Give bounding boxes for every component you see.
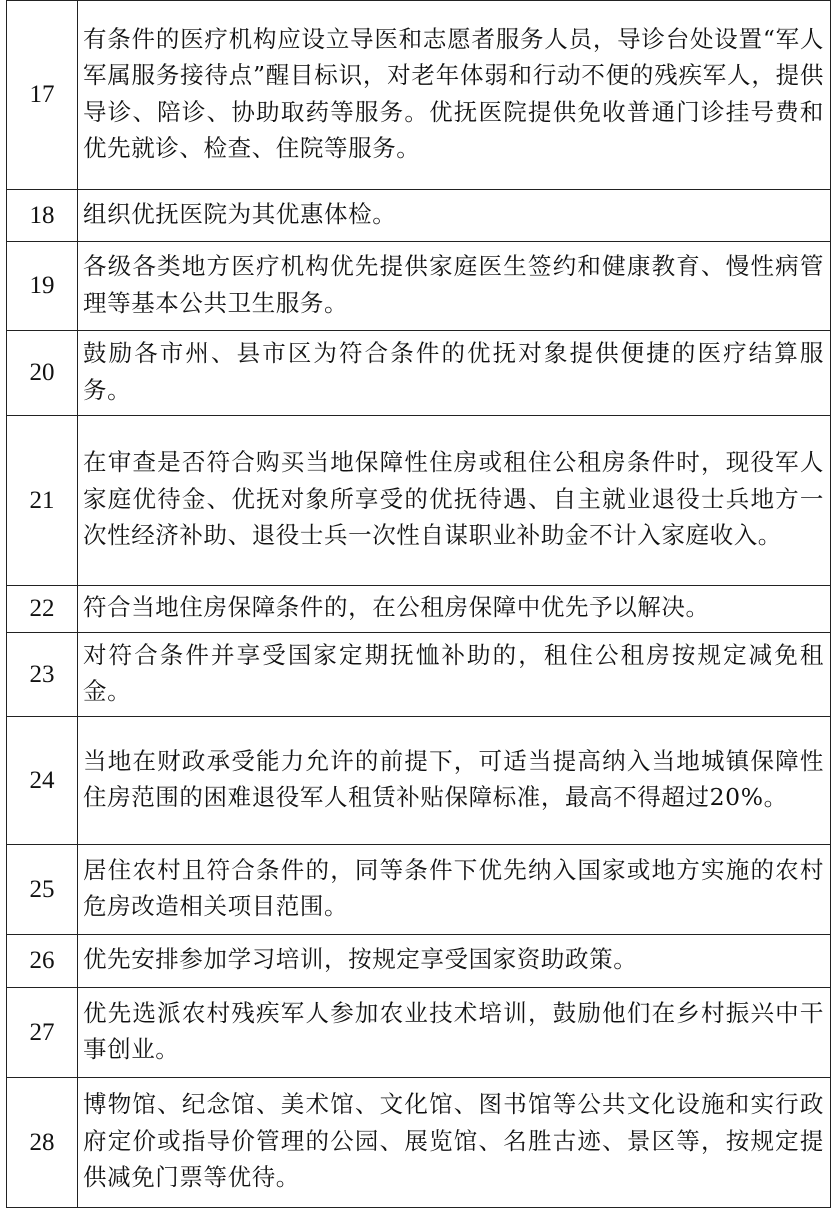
row-text: 组织优抚医院为其优惠体检。 <box>78 190 831 242</box>
table-row <box>7 717 831 845</box>
row-number: 21 <box>7 416 78 586</box>
row-text: 居住农村且符合条件的，同等条件下优先纳入国家或地方实施的农村危房改造相关项目范围。 <box>78 845 831 935</box>
row-number: 28 <box>7 1078 78 1208</box>
row-number: 25 <box>7 845 78 935</box>
row-number: 22 <box>7 586 78 633</box>
table-row <box>7 331 831 416</box>
table-row <box>7 190 831 242</box>
row-number: 24 <box>7 717 78 845</box>
row-text: 在审查是否符合购买当地保障性住房或租住公租房条件时，现役军人家庭优待金、优抚对象所享受的优抚待遇、自主就业退役士兵地方一次性经济补助、退役士兵一次性自谋职业补助金不计入家庭收入。 <box>78 416 831 586</box>
row-text: 符合当地住房保障条件的，在公租房保障中优先予以解决。 <box>78 586 831 633</box>
table-row <box>7 1 831 190</box>
row-number: 23 <box>7 633 78 717</box>
row-text: 鼓励各市州、县市区为符合条件的优抚对象提供便捷的医疗结算服务。 <box>78 331 831 416</box>
row-number: 26 <box>7 935 78 988</box>
row-text: 有条件的医疗机构应设立导医和志愿者服务人员，导诊台处设置“军人军属服务接待点”醒目标识，对老年体弱和行动不便的残疾军人，提供导诊、陪诊、协助取药等服务。优抚医院提供免收普通门诊挂号费和优先就诊、检查、住院等服务。 <box>78 1 831 190</box>
table-row <box>7 845 831 935</box>
row-number: 18 <box>7 190 78 242</box>
row-number: 20 <box>7 331 78 416</box>
row-text: 各级各类地方医疗机构优先提供家庭医生签约和健康教育、慢性病管理等基本公共卫生服务。 <box>78 242 831 331</box>
table-row <box>7 242 831 331</box>
row-text: 优先选派农村残疾军人参加农业技术培训，鼓励他们在乡村振兴中干事创业。 <box>78 988 831 1078</box>
row-text: 博物馆、纪念馆、美术馆、文化馆、图书馆等公共文化设施和实行政府定价或指导价管理的公园、展览馆、名胜古迹、景区等，按规定提供减免门票等优待。 <box>78 1078 831 1208</box>
row-text: 对符合条件并享受国家定期抚恤补助的，租住公租房按规定减免租金。 <box>78 633 831 717</box>
row-number: 17 <box>7 1 78 190</box>
table-row <box>7 586 831 633</box>
row-text: 优先安排参加学习培训，按规定享受国家资助政策。 <box>78 935 831 988</box>
table-row <box>7 416 831 586</box>
table-row <box>7 988 831 1078</box>
table-row <box>7 1078 831 1208</box>
table-row <box>7 633 831 717</box>
row-number: 27 <box>7 988 78 1078</box>
row-number: 19 <box>7 242 78 331</box>
row-text: 当地在财政承受能力允许的前提下，可适当提高纳入当地城镇保障性住房范围的困难退役军人租赁补贴保障标准，最高不得超过20%。 <box>78 717 831 845</box>
table-row <box>7 935 831 988</box>
preferential-policy-table <box>6 0 831 1208</box>
